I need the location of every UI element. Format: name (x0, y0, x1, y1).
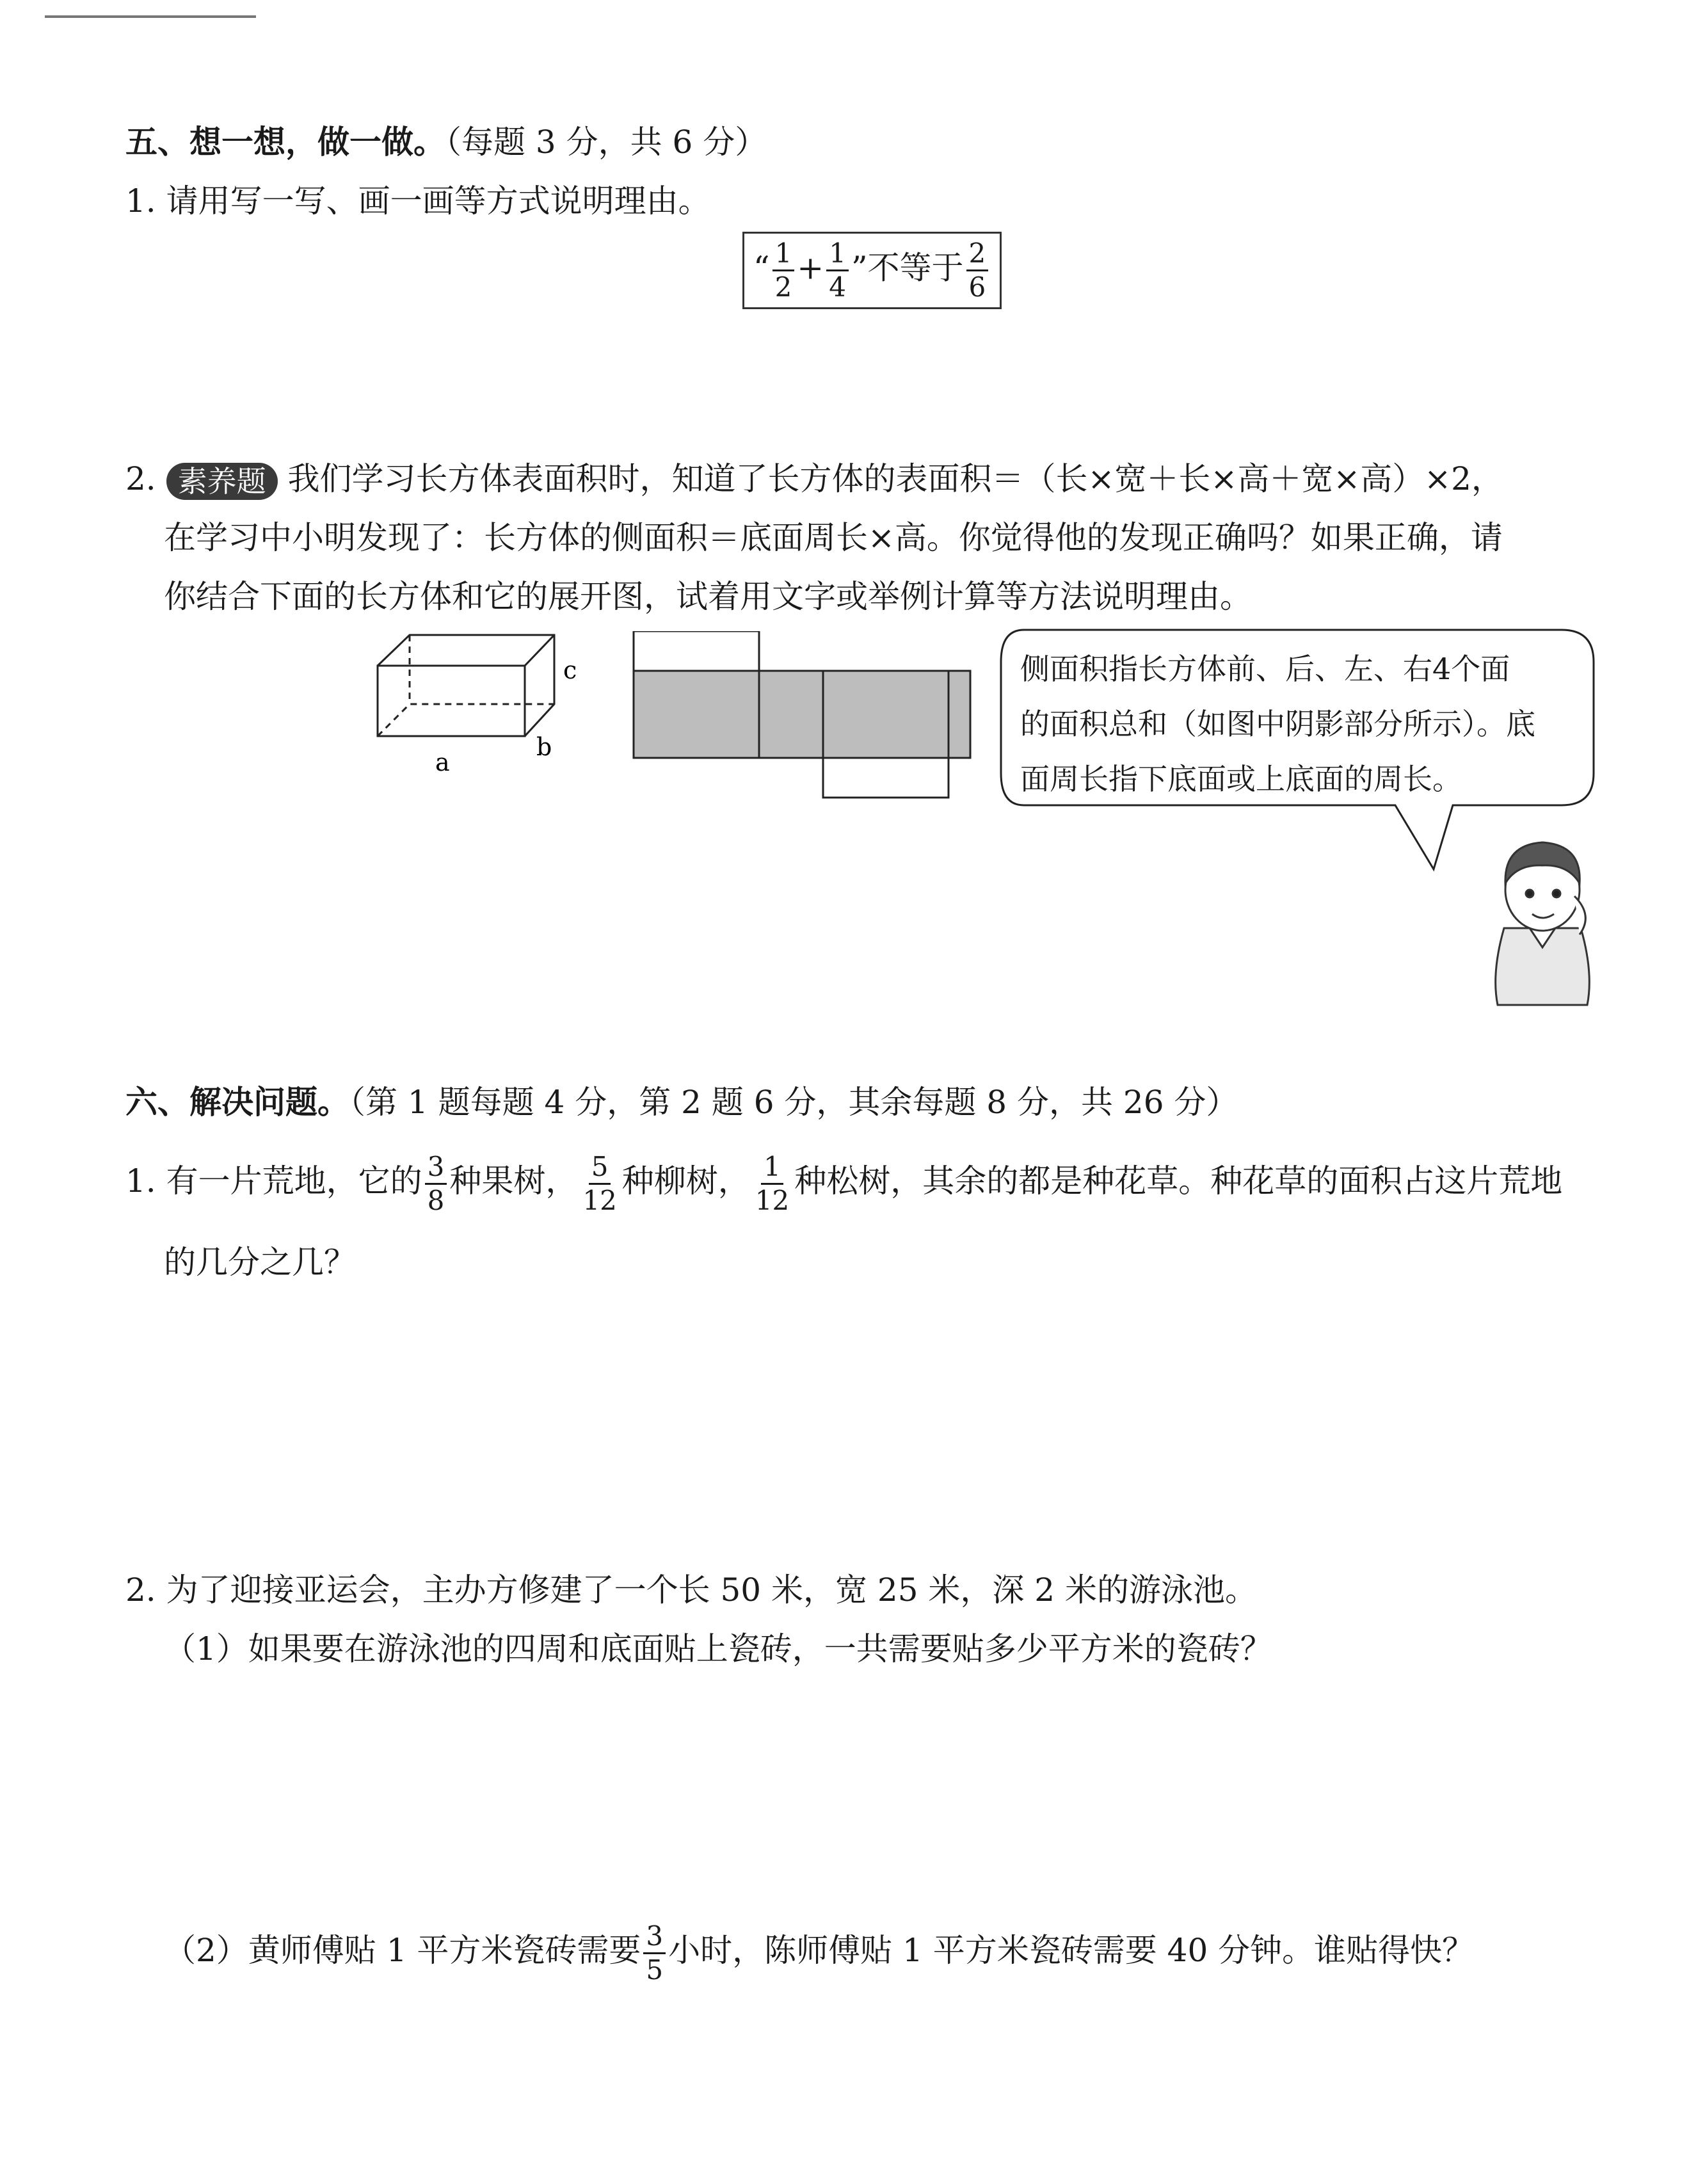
q1-text-part: 种松树，其余的都是种花草。种花草的面积占这片荒地 (794, 1162, 1563, 1200)
section6-heading (125, 1082, 1238, 1123)
section5-q2-line2: 在学习中小明发现了：长方体的侧面积＝底面周长×高。你觉得他的发现正确吗？如果正确，请 (164, 519, 1503, 556)
section5-note: （每题 3 分，共 6 分） (445, 124, 767, 161)
section6-q2-sub2 (164, 1922, 1474, 1984)
section6-title: 六、解决问题。 (125, 1084, 349, 1121)
cuboid-figure (371, 627, 589, 781)
sub2-text-part: （2）黄师傅贴 1 平方米瓷砖需要 (164, 1932, 641, 1969)
not-equal-text: ”不等于 (851, 249, 964, 287)
label-b: b (536, 733, 552, 761)
label-c: c (563, 656, 577, 684)
section5-q2-line3: 你结合下面的长方体和它的展开图，试着用文字或举例计算等方法说明理由。 (164, 578, 1252, 615)
plus-sign: + (797, 249, 824, 287)
section5-q1-text: 1. 请用写一写、画一画等方式说明理由。 (125, 182, 710, 220)
speech-line: 的面积总和（如图中阴影部分所示）。底 (1020, 707, 1535, 741)
fraction-three-fifths: $\frac{3}{5}$ (643, 1923, 666, 1984)
section5-q2-line1 (125, 458, 1503, 500)
q1-text-part: 种果树， (449, 1162, 578, 1200)
section6-q1-line1 (125, 1152, 1562, 1214)
speech-line: 面周长指下底面或上底面的周长。 (1020, 762, 1462, 796)
open-quote: “ (753, 249, 770, 287)
cuboid-net-figure (627, 631, 986, 804)
speech-text (1020, 641, 1535, 807)
q1-text-part: 1. 有一片荒地，它的 (125, 1162, 422, 1200)
fraction-one-twelfth: $\frac{1}{12}$ (755, 1150, 790, 1216)
q2-number: 2. (125, 460, 156, 497)
fraction-two-sixths: $\frac{2}{6}$ (966, 240, 989, 301)
label-a: a (435, 748, 450, 776)
section6-note: （第 1 题每题 4 分，第 2 题 6 分，其余每题 8 分，共 26 分） (349, 1084, 1238, 1121)
q1-text-part: 种柳树， (621, 1162, 750, 1200)
section6-q1-line2: 的几分之几？ (164, 1244, 356, 1281)
literacy-badge: 素养题 (166, 463, 278, 500)
fraction-one-half: $\frac{1}{2}$ (772, 240, 795, 301)
section6-q2-text: 2. 为了迎接亚运会，主办方修建了一个长 50 米，宽 25 米，深 2 米的游泳池。 (125, 1571, 1258, 1609)
fraction-one-quarter: $\frac{1}{4}$ (826, 240, 849, 301)
section5-heading (125, 122, 767, 163)
fraction-statement-box (742, 232, 1002, 309)
sub2-text-part: 小时，陈师傅贴 1 平方米瓷砖需要 40 分钟。谁贴得快？ (668, 1932, 1475, 1969)
section5-title: 五、想一想，做一做。 (125, 124, 445, 161)
q2-line1-text: 我们学习长方体表面积时，知道了长方体的表面积＝（长×宽＋长×高＋宽×高）×2， (287, 460, 1503, 497)
top-decorative-line (45, 15, 256, 18)
boy-thinking-illustration (1466, 819, 1619, 1011)
section6-q2-sub1: （1）如果要在游泳池的四周和底面贴上瓷砖，一共需要贴多少平方米的瓷砖？ (164, 1630, 1272, 1667)
speech-line: 侧面积指长方体前、后、左、右4个面 (1020, 652, 1510, 686)
fraction-three-eighths: $\frac{3}{8}$ (425, 1153, 447, 1214)
fraction-five-twelfths: $\frac{5}{12}$ (582, 1150, 617, 1216)
